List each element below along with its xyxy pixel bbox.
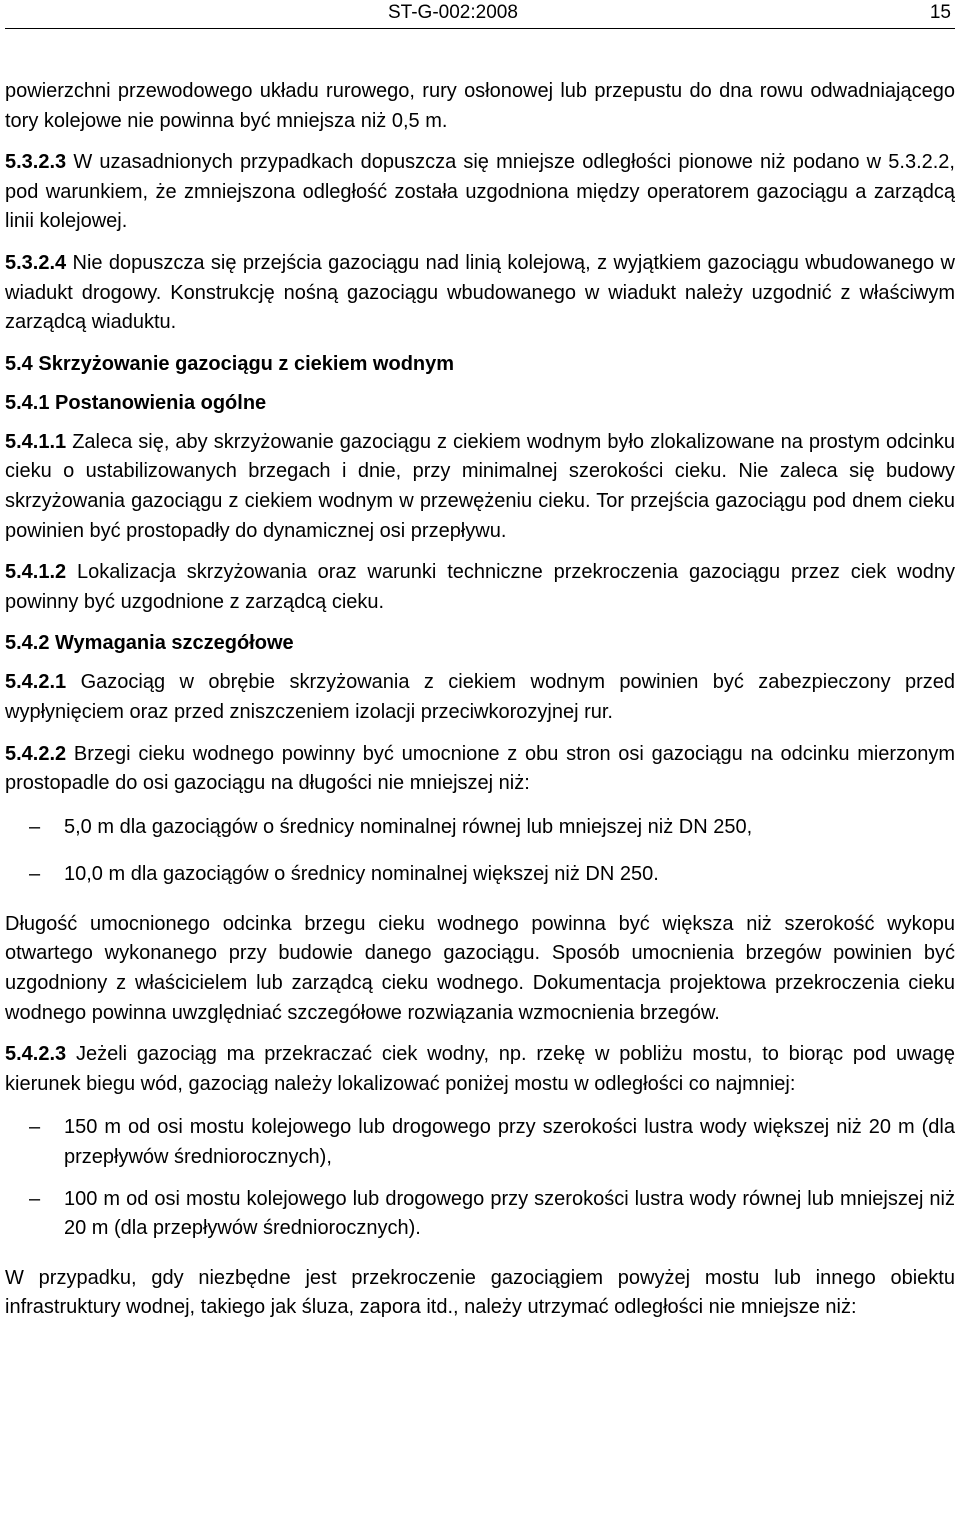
distance-list-2 <box>5 1113 955 1243</box>
dash-bullet: – <box>29 863 41 886</box>
section-heading-5-4-2: 5.4.2 Wymagania szczegółowe <box>5 632 294 655</box>
distance-list-1 <box>5 813 955 890</box>
list-item-text: 5,0 m dla gazociągów o średnicy nominalnej równej lub mniejszej niż DN 250, <box>64 815 753 838</box>
clause-text: Jeżeli gazociąg ma przekraczać ciek wodny, np. rzekę w pobliżu mostu, to biorąc pod uwagę kierunek biegu wód, gazociąg należy lokalizować poniżej mostu w odległości co najmniej: <box>5 1043 955 1095</box>
clause-text: Nie dopuszcza się przejścia gazociągu nad linią kolejową, z wyjątkiem gazociągu wbudowanego w wiadukt drogowy. Konstrukcję nośną gazociągu wbudowanego w wiadukt należy uzgodnić z właściwym zarządcą wiaduktu. <box>5 251 955 334</box>
list-item-text: 10,0 m dla gazociągów o średnicy nominalnej większej niż DN 250. <box>64 863 659 886</box>
list-item <box>5 1113 955 1172</box>
page-content <box>5 29 955 1323</box>
paragraph-5-4-2-3 <box>5 1040 955 1099</box>
clause-number: 5.4.2.1 <box>5 671 67 694</box>
list-item <box>5 813 955 843</box>
section-heading-5-4: 5.4 Skrzyżowanie gazociągu z ciekiem wodnym <box>5 352 455 375</box>
section-heading-5-4-1: 5.4.1 Postanowienia ogólne <box>5 391 267 414</box>
paragraph-5-4-2-2 <box>5 740 955 799</box>
clause-number: 5.3.2.4 <box>5 251 67 274</box>
paragraph-5-4-1-2 <box>5 558 955 617</box>
list-item <box>5 1185 955 1244</box>
list-item <box>5 860 955 890</box>
list-item-text: 150 m od osi mostu kolejowego lub drogowego przy szerokości lustra wody większej niż 20 m (dla przepływów średniorocznych), <box>64 1116 955 1169</box>
clause-text: Brzegi cieku wodnego powinny być umocnione z obu stron osi gazociągu na odcinku mierzonym prostopadle do osi gazociągu na długości nie mniejszej niż: <box>5 742 955 795</box>
document-code: ST-G-002:2008 <box>388 2 518 23</box>
clause-number: 5.3.2.3 <box>5 151 67 174</box>
clause-text: Gazociąg w obrębie skrzyżowania z ciekiem wodnym powinien być zabezpieczony przed wypłynięciem oraz przed zniszczeniem izolacji przeciwkorozyjnej rur. <box>5 671 955 723</box>
paragraph-5-4-1-1 <box>5 428 955 546</box>
paragraph-5-3-2-3 <box>5 148 955 237</box>
clause-text: Zaleca się, aby skrzyżowanie gazociągu z ciekiem wodnym było zlokalizowane na prostym odcinku cieku o ustabilizowanych brzegach i dnie, przy minimalnej szerokości cieku. Nie zaleca się budowy skrzyżowania gazociągu z ciekiem wodnym w przewężeniu cieku. Tor przejścia gazociągu pod dnem cieku powinien być prostopadły do dynamicznej osi przepływu. <box>5 430 955 542</box>
document-page <box>5 0 955 1323</box>
dash-bullet: – <box>29 1116 41 1139</box>
clause-number: 5.4.1.1 <box>5 430 67 453</box>
clause-number: 5.4.1.2 <box>5 561 67 584</box>
dash-bullet: – <box>29 815 41 838</box>
dash-bullet: – <box>29 1187 41 1210</box>
list-item-text: 100 m od osi mostu kolejowego lub drogowego przy szerokości lustra wody równej lub mniejszej niż 20 m (dla przepływów średniorocznych). <box>64 1187 955 1240</box>
page-number: 15 <box>929 2 951 23</box>
paragraph-5-3-2-4 <box>5 249 955 338</box>
clause-text: W uzasadnionych przypadkach dopuszcza się mniejsze odległości pionowe niż podano w 5.3.2.2, pod warunkiem, że zmniejszona odległość została uzgodniona między operatorem gazociągu a zarządcą linii kolejowej. <box>5 151 955 233</box>
paragraph-5-4-2-1 <box>5 668 955 727</box>
paragraph-length-requirement: Długość umocnionego odcinka brzegu cieku wodnego powinna być większa niż szerokość wykopu otwartego wykonanego przy budowie danego gazociągu. Sposób umocnienia brzegów powinien być uzgodniony z właścicielem lub zarządcą cieku wodnego. Dokumentacja projektowa przekroczenia cieku wodnego powinna uwzględniać szczegółowe rozwiązania wzmocnienia brzegów. <box>5 912 955 1024</box>
clause-number: 5.4.2.2 <box>5 742 67 765</box>
clause-number: 5.4.2.3 <box>5 1043 67 1066</box>
clause-text: Lokalizacja skrzyżowania oraz warunki techniczne przekroczenia gazociągu przez ciek wodny powinny być uzgodnione z zarządcą cieku. <box>5 561 955 613</box>
page-header <box>5 0 955 29</box>
paragraph-final: W przypadku, gdy niezbędne jest przekroczenie gazociągiem powyżej mostu lub innego obiektu infrastruktury wodnej, takiego jak śluza, zapora itd., należy utrzymać odległości nie mniejsze niż: <box>5 1266 955 1319</box>
paragraph-continuation: powierzchni przewodowego układu rurowego, rury osłonowej lub przepustu do dna rowu odwadniającego tory kolejowe nie powinna być mniejsza niż 0,5 m. <box>5 80 955 132</box>
